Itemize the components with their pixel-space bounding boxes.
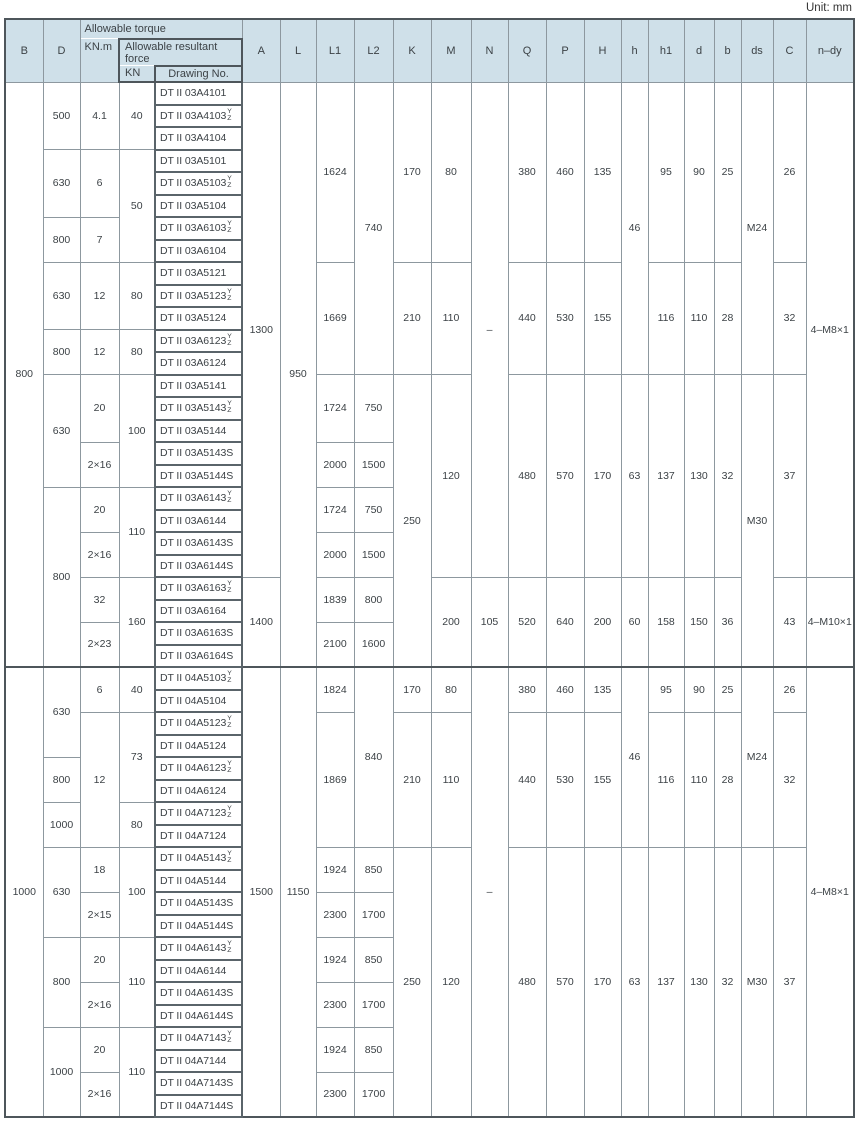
cell-L2: 1700	[354, 982, 393, 1027]
cell-b: 32	[714, 375, 741, 578]
yz-variant-superscript: Y Z	[227, 175, 232, 190]
cell-A: 1400	[242, 577, 280, 667]
cell-D: 800	[43, 487, 80, 667]
cell-L1: 1869	[316, 712, 354, 847]
cell-L1: 1669	[316, 262, 354, 375]
drawing-no-cell: DT II 03A4103 Y Z	[155, 105, 242, 128]
col-header-d: d	[684, 19, 714, 82]
cell-K: 250	[393, 847, 431, 1117]
drawing-no-cell: DT II 04A6144S	[155, 1005, 242, 1028]
cell-L2: 840	[354, 667, 393, 847]
cell-N: –	[471, 82, 508, 577]
drawing-no-cell: DT II 04A7143 Y Z	[155, 1027, 242, 1050]
drawing-no-cell: DT II 04A5143 Y Z	[155, 847, 242, 870]
cell-L: 1150	[280, 667, 316, 1117]
cell-D: 630	[43, 847, 80, 937]
cell-N: –	[471, 667, 508, 1117]
cell-H: 200	[584, 577, 621, 667]
cell-Q: 440	[508, 712, 546, 847]
cell-K: 210	[393, 712, 431, 847]
unit-label: Unit: mm	[806, 2, 852, 14]
col-header-ds: ds	[741, 19, 773, 82]
cell-C: 26	[773, 82, 806, 262]
yz-variant-superscript: Y Z	[227, 287, 232, 302]
col-header-A: A	[242, 19, 280, 82]
drawing-no-cell: DT II 03A5121	[155, 262, 242, 285]
cell-D: 630	[43, 150, 80, 218]
drawing-no-cell: DT II 03A5124	[155, 307, 242, 330]
cell-P: 460	[546, 667, 584, 712]
cell-H: 135	[584, 667, 621, 712]
cell-KN: 110	[119, 937, 155, 1027]
col-header-torque-unit: KN.m	[80, 39, 119, 82]
cell-h: 46	[621, 667, 648, 847]
cell-h1: 158	[648, 577, 684, 667]
cell-D: 1000	[43, 1027, 80, 1117]
col-header-Q: Q	[508, 19, 546, 82]
cell-d: 110	[684, 712, 714, 847]
cell-TQ: 2×16	[80, 1072, 119, 1117]
cell-L1: 2300	[316, 892, 354, 937]
cell-L2: 1600	[354, 622, 393, 667]
cell-D: 500	[43, 82, 80, 150]
cell-C: 26	[773, 667, 806, 712]
cell-b: 25	[714, 667, 741, 712]
cell-D: 1000	[43, 802, 80, 847]
drawing-no-cell: DT II 03A5104	[155, 195, 242, 218]
drawing-no-cell: DT II 04A7143S	[155, 1072, 242, 1095]
cell-KN: 100	[119, 847, 155, 937]
table-row	[5, 667, 854, 690]
cell-D: 630	[43, 667, 80, 757]
yz-variant-superscript: Y Z	[227, 490, 232, 505]
cell-L2: 850	[354, 937, 393, 982]
cell-L1: 2300	[316, 1072, 354, 1117]
cell-TQ: 2×23	[80, 622, 119, 667]
cell-M: 110	[431, 262, 471, 375]
drawing-no-cell: DT II 03A5143S	[155, 442, 242, 465]
cell-KN: 80	[119, 802, 155, 847]
cell-L1: 1824	[316, 667, 354, 712]
cell-b: 32	[714, 847, 741, 1117]
cell-D: 800	[43, 330, 80, 375]
cell-D: 800	[43, 757, 80, 802]
drawing-no-cell: DT II 03A5103 Y Z	[155, 172, 242, 195]
cell-L2: 750	[354, 487, 393, 532]
drawing-no-cell: DT II 03A5101	[155, 150, 242, 173]
col-header-drawing-no: Drawing No.	[155, 66, 242, 82]
drawing-no-cell: DT II 03A5141	[155, 375, 242, 398]
cell-D: 630	[43, 375, 80, 488]
cell-d: 130	[684, 847, 714, 1117]
cell-KN: 110	[119, 487, 155, 577]
cell-L2: 850	[354, 1027, 393, 1072]
cell-h1: 137	[648, 847, 684, 1117]
cell-Q: 380	[508, 82, 546, 262]
drawing-no-cell: DT II 04A5124	[155, 735, 242, 758]
drawing-no-cell: DT II 03A6163 Y Z	[155, 577, 242, 600]
drawing-no-cell: DT II 04A5143S	[155, 892, 242, 915]
cell-H: 170	[584, 375, 621, 578]
yz-variant-superscript: Y Z	[227, 850, 232, 865]
cell-B: 1000	[5, 667, 43, 1117]
cell-C: 32	[773, 712, 806, 847]
cell-P: 530	[546, 712, 584, 847]
cell-P: 640	[546, 577, 584, 667]
cell-N: 105	[471, 577, 508, 667]
cell-C: 37	[773, 375, 806, 578]
cell-Q: 380	[508, 667, 546, 712]
col-header-L: L	[280, 19, 316, 82]
drawing-no-cell: DT II 03A5143 Y Z	[155, 397, 242, 420]
cell-h1: 137	[648, 375, 684, 578]
cell-b: 25	[714, 82, 741, 262]
table-row	[5, 847, 854, 870]
cell-KN: 40	[119, 667, 155, 712]
cell-h1: 95	[648, 82, 684, 262]
yz-variant-superscript: Y Z	[227, 940, 232, 955]
drawing-no-cell: DT II 03A6164	[155, 600, 242, 623]
col-header-b: b	[714, 19, 741, 82]
drawing-no-cell: DT II 04A5144	[155, 870, 242, 893]
cell-L1: 2100	[316, 622, 354, 667]
cell-TQ: 2×16	[80, 442, 119, 487]
drawing-no-cell: DT II 03A6164S	[155, 645, 242, 668]
cell-L2: 750	[354, 375, 393, 443]
cell-h: 63	[621, 847, 648, 1117]
col-header-H: H	[584, 19, 621, 82]
cell-L1: 1724	[316, 487, 354, 532]
col-header-K: K	[393, 19, 431, 82]
cell-d: 130	[684, 375, 714, 578]
cell-TQ: 4.1	[80, 82, 119, 150]
cell-ds: M24	[741, 82, 773, 375]
spec-table	[4, 18, 855, 1118]
cell-P: 530	[546, 262, 584, 375]
drawing-no-cell: DT II 03A6144S	[155, 555, 242, 578]
drawing-no-cell: DT II 04A6143S	[155, 982, 242, 1005]
drawing-no-cell: DT II 03A4104	[155, 127, 242, 150]
table-header	[5, 19, 854, 82]
cell-KN: 110	[119, 1027, 155, 1117]
drawing-no-cell: DT II 04A6123 Y Z	[155, 757, 242, 780]
yz-variant-superscript: Y Z	[227, 805, 232, 820]
cell-L1: 1924	[316, 1027, 354, 1072]
cell-TQ: 2×16	[80, 532, 119, 577]
cell-h: 60	[621, 577, 648, 667]
drawing-no-cell: DT II 03A6144	[155, 510, 242, 533]
drawing-no-cell: DT II 04A7144S	[155, 1095, 242, 1118]
cell-h1: 116	[648, 262, 684, 375]
yz-variant-superscript: Y Z	[227, 1030, 232, 1045]
cell-K: 250	[393, 375, 431, 668]
drawing-no-cell: DT II 04A5144S	[155, 915, 242, 938]
cell-TQ: 20	[80, 487, 119, 532]
cell-KN: 50	[119, 150, 155, 263]
cell-L: 950	[280, 82, 316, 667]
drawing-no-cell: DT II 03A6103 Y Z	[155, 217, 242, 240]
cell-B: 800	[5, 82, 43, 667]
cell-M: 200	[431, 577, 471, 667]
cell-NDY: 4–M8×1	[806, 667, 854, 1117]
cell-KN: 160	[119, 577, 155, 667]
cell-L2: 1500	[354, 442, 393, 487]
cell-P: 570	[546, 847, 584, 1117]
yz-variant-superscript: Y Z	[227, 760, 232, 775]
drawing-no-cell: DT II 04A7123 Y Z	[155, 802, 242, 825]
table-row	[5, 262, 854, 285]
cell-TQ: 2×16	[80, 982, 119, 1027]
table-row	[5, 375, 854, 398]
drawing-no-cell: DT II 03A6143 Y Z	[155, 487, 242, 510]
cell-TQ: 12	[80, 712, 119, 847]
cell-TQ: 6	[80, 667, 119, 712]
col-header-P: P	[546, 19, 584, 82]
cell-P: 570	[546, 375, 584, 578]
cell-TQ: 12	[80, 330, 119, 375]
cell-C: 32	[773, 262, 806, 375]
cell-ds: M30	[741, 847, 773, 1117]
cell-h: 63	[621, 375, 648, 578]
cell-NDY: 4–M10×1	[806, 577, 854, 667]
cell-L1: 1839	[316, 577, 354, 622]
cell-TQ: 20	[80, 937, 119, 982]
col-header-force-unit: KN	[119, 66, 155, 82]
drawing-no-cell: DT II 03A6143S	[155, 532, 242, 555]
drawing-no-cell: DT II 03A6163S	[155, 622, 242, 645]
cell-L1: 2000	[316, 442, 354, 487]
cell-b: 28	[714, 262, 741, 375]
cell-K: 210	[393, 262, 431, 375]
cell-L2: 1500	[354, 532, 393, 577]
cell-L2: 850	[354, 847, 393, 892]
cell-KN: 80	[119, 262, 155, 330]
cell-D: 630	[43, 262, 80, 330]
col-header-D: D	[43, 19, 80, 82]
cell-L2: 800	[354, 577, 393, 622]
cell-M: 110	[431, 712, 471, 847]
drawing-no-cell: DT II 03A4101	[155, 82, 242, 105]
cell-KN: 80	[119, 330, 155, 375]
table-row	[5, 82, 854, 105]
drawing-no-cell: DT II 04A6124	[155, 780, 242, 803]
cell-ds: M30	[741, 375, 773, 668]
drawing-no-cell: DT II 04A5103 Y Z	[155, 667, 242, 690]
drawing-no-cell: DT II 04A6144	[155, 960, 242, 983]
cell-Q: 480	[508, 375, 546, 578]
col-header-M: M	[431, 19, 471, 82]
col-header-L2: L2	[354, 19, 393, 82]
drawing-no-cell: DT II 04A7144	[155, 1050, 242, 1073]
col-header-h1: h1	[648, 19, 684, 82]
cell-Q: 480	[508, 847, 546, 1117]
cell-A: 1500	[242, 667, 280, 1117]
cell-L1: 1724	[316, 375, 354, 443]
drawing-no-cell: DT II 03A6124	[155, 352, 242, 375]
cell-NDY: 4–M8×1	[806, 82, 854, 577]
col-header-allowable-resultant-force: Allowable resultant force	[119, 39, 242, 66]
cell-L1: 2300	[316, 982, 354, 1027]
yz-variant-superscript: Y Z	[227, 400, 232, 415]
cell-D: 800	[43, 937, 80, 1027]
cell-L2: 740	[354, 82, 393, 375]
col-header-N: N	[471, 19, 508, 82]
yz-variant-superscript: Y Z	[227, 715, 232, 730]
yz-variant-superscript: Y Z	[227, 220, 232, 235]
drawing-no-cell: DT II 04A5104	[155, 690, 242, 713]
cell-L1: 1624	[316, 82, 354, 262]
cell-TQ: 18	[80, 847, 119, 892]
cell-H: 155	[584, 712, 621, 847]
cell-K: 170	[393, 667, 431, 712]
col-header-L1: L1	[316, 19, 354, 82]
cell-TQ: 7	[80, 217, 119, 262]
cell-L1: 2000	[316, 532, 354, 577]
drawing-no-cell: DT II 03A6123 Y Z	[155, 330, 242, 353]
drawing-no-cell: DT II 04A6143 Y Z	[155, 937, 242, 960]
cell-H: 135	[584, 82, 621, 262]
cell-M: 120	[431, 375, 471, 578]
cell-L2: 1700	[354, 1072, 393, 1117]
cell-C: 37	[773, 847, 806, 1117]
cell-KN: 40	[119, 82, 155, 150]
cell-KN: 100	[119, 375, 155, 488]
cell-L2: 1700	[354, 892, 393, 937]
cell-h1: 116	[648, 712, 684, 847]
cell-TQ: 2×15	[80, 892, 119, 937]
cell-P: 460	[546, 82, 584, 262]
cell-Q: 440	[508, 262, 546, 375]
drawing-no-cell: DT II 03A5144	[155, 420, 242, 443]
cell-h: 46	[621, 82, 648, 375]
col-header-B: B	[5, 19, 43, 82]
drawing-no-cell: DT II 03A5123 Y Z	[155, 285, 242, 308]
col-header-n-dy: n–dy	[806, 19, 854, 82]
yz-variant-superscript: Y Z	[227, 107, 232, 122]
cell-ds: M24	[741, 667, 773, 847]
cell-A: 1300	[242, 82, 280, 577]
cell-TQ: 6	[80, 150, 119, 218]
cell-K: 170	[393, 82, 431, 262]
table-row	[5, 712, 854, 735]
col-header-allowable-torque: Allowable torque	[80, 19, 242, 39]
drawing-no-cell: DT II 04A5123 Y Z	[155, 712, 242, 735]
cell-L1: 1924	[316, 937, 354, 982]
table-body	[5, 82, 854, 1117]
cell-H: 170	[584, 847, 621, 1117]
drawing-no-cell: DT II 03A5144S	[155, 465, 242, 488]
cell-b: 28	[714, 712, 741, 847]
cell-D: 800	[43, 217, 80, 262]
cell-TQ: 20	[80, 375, 119, 443]
yz-variant-superscript: Y Z	[227, 670, 232, 685]
cell-Q: 520	[508, 577, 546, 667]
cell-d: 90	[684, 667, 714, 712]
cell-L1: 1924	[316, 847, 354, 892]
cell-d: 150	[684, 577, 714, 667]
cell-b: 36	[714, 577, 741, 667]
drawing-no-cell: DT II 03A6104	[155, 240, 242, 263]
yz-variant-superscript: Y Z	[227, 332, 232, 347]
cell-TQ: 20	[80, 1027, 119, 1072]
cell-C: 43	[773, 577, 806, 667]
cell-M: 80	[431, 82, 471, 262]
col-header-h: h	[621, 19, 648, 82]
cell-d: 90	[684, 82, 714, 262]
cell-M: 120	[431, 847, 471, 1117]
cell-H: 155	[584, 262, 621, 375]
col-header-C: C	[773, 19, 806, 82]
yz-variant-superscript: Y Z	[227, 580, 232, 595]
cell-d: 110	[684, 262, 714, 375]
cell-KN: 73	[119, 712, 155, 802]
cell-h1: 95	[648, 667, 684, 712]
cell-M: 80	[431, 667, 471, 712]
cell-TQ: 32	[80, 577, 119, 622]
cell-TQ: 12	[80, 262, 119, 330]
drawing-no-cell: DT II 04A7124	[155, 825, 242, 848]
